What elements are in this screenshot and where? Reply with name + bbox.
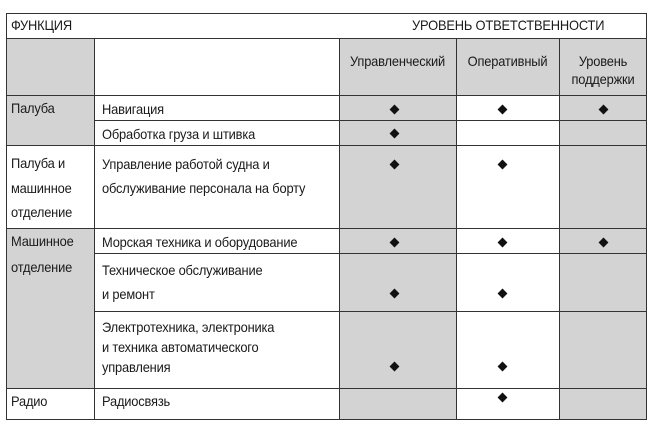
- column-line: [456, 38, 457, 420]
- function-header: ФУНКЦИЯ: [11, 17, 73, 33]
- row-ship-ops: обслуживание персонала на борту: [102, 180, 306, 196]
- group-line: [6, 145, 647, 146]
- row-maintenance: и ремонт: [102, 286, 155, 302]
- header-divider: [6, 38, 647, 39]
- responsibility-header: УРОВЕНЬ ОТВЕТСТВЕННОСТИ: [412, 17, 605, 33]
- column-line: [559, 38, 560, 420]
- row-radio-communication: Радиосвязь: [102, 393, 171, 409]
- group-line: [6, 388, 647, 389]
- operational-level-header: Оперативный: [467, 53, 548, 69]
- row-electrotechnics: и техника автоматического: [102, 339, 259, 355]
- row-navigation: Навигация: [102, 101, 164, 117]
- row-line: [94, 311, 647, 312]
- support-level-header: поддержки: [571, 71, 635, 87]
- group-deck-engine: отделение: [11, 204, 73, 220]
- row-line: [94, 120, 647, 121]
- row-electrotechnics: Электротехника, электроника: [102, 319, 275, 335]
- column-line: [339, 38, 340, 420]
- group-deck: Палуба: [11, 100, 55, 116]
- group-engine-room: Машинное: [11, 233, 74, 249]
- row-maintenance: Техническое обслуживание: [102, 262, 263, 278]
- column-line: [94, 38, 95, 420]
- management-level-header: Управленческий: [349, 53, 446, 69]
- header-bottom-line: [6, 95, 647, 96]
- group-engine-room: отделение: [11, 259, 73, 275]
- row-line: [94, 253, 647, 254]
- group-radio: Радио: [11, 393, 48, 409]
- row-ship-ops: Управление работой судна и: [102, 156, 270, 172]
- row-marine-engineering: Морская техника и оборудование: [102, 234, 298, 250]
- group-deck-engine: машинное: [11, 180, 72, 196]
- responsibility-table: [6, 13, 647, 420]
- group-deck-engine: Палуба и: [11, 155, 66, 171]
- group-line: [6, 228, 647, 229]
- row-electrotechnics: управления: [102, 359, 171, 375]
- row-cargo: Обработка груза и штивка: [102, 126, 256, 142]
- support-level-header: Уровень: [578, 53, 628, 69]
